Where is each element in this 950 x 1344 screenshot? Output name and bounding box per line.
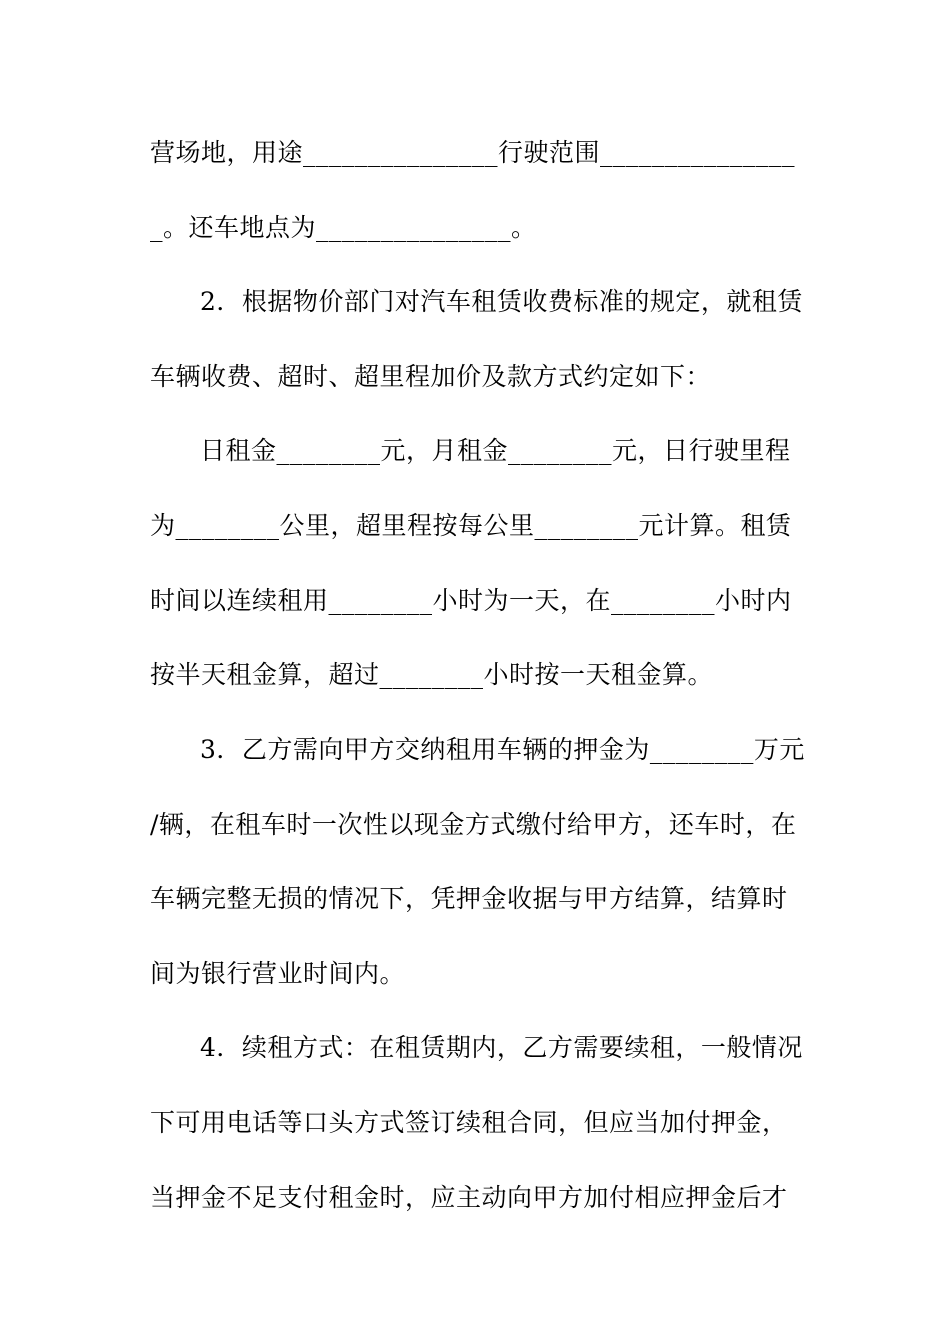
paragraph-2-start: 2．根据物价部门对汽车租赁收费标准的规定，就租赁 (200, 287, 803, 316)
text-line: 间为银行营业时间内。 (150, 959, 406, 988)
rental-fee-line: 日租金________元，月租金________元，日行驶里程 (200, 436, 791, 465)
paragraph-3-start: 3．乙方需向甲方交纳租用车辆的押金为________万元 (200, 735, 805, 764)
text-line: 为________公里，超里程按每公里________元计算。租赁 (150, 511, 792, 540)
text-line: /辆，在租车时一次性以现金方式缴付给甲方，还车时，在 (150, 810, 797, 839)
text-line: 营场地，用途_______________行驶范围_______________ (150, 138, 796, 167)
text-line: _。还车地点为_______________。 (150, 213, 537, 242)
text-line: 按半天租金算，超过________小时按一天租金算。 (150, 660, 714, 689)
text-line: 车辆收费、超时、超里程加价及款方式约定如下： (150, 362, 712, 391)
text-line: 当押金不足支付租金时，应主动向甲方加付相应押金后才 (150, 1183, 788, 1212)
text-line: 下可用电话等口头方式签订续租合同，但应当加付押金， (150, 1108, 788, 1137)
paragraph-4-start: 4．续租方式：在租赁期内，乙方需要续租，一般情况 (200, 1033, 803, 1062)
text-line: 时间以连续租用________小时为一天，在________小时内 (150, 586, 792, 615)
text-line: 车辆完整无损的情况下，凭押金收据与甲方结算，结算时 (150, 884, 788, 913)
